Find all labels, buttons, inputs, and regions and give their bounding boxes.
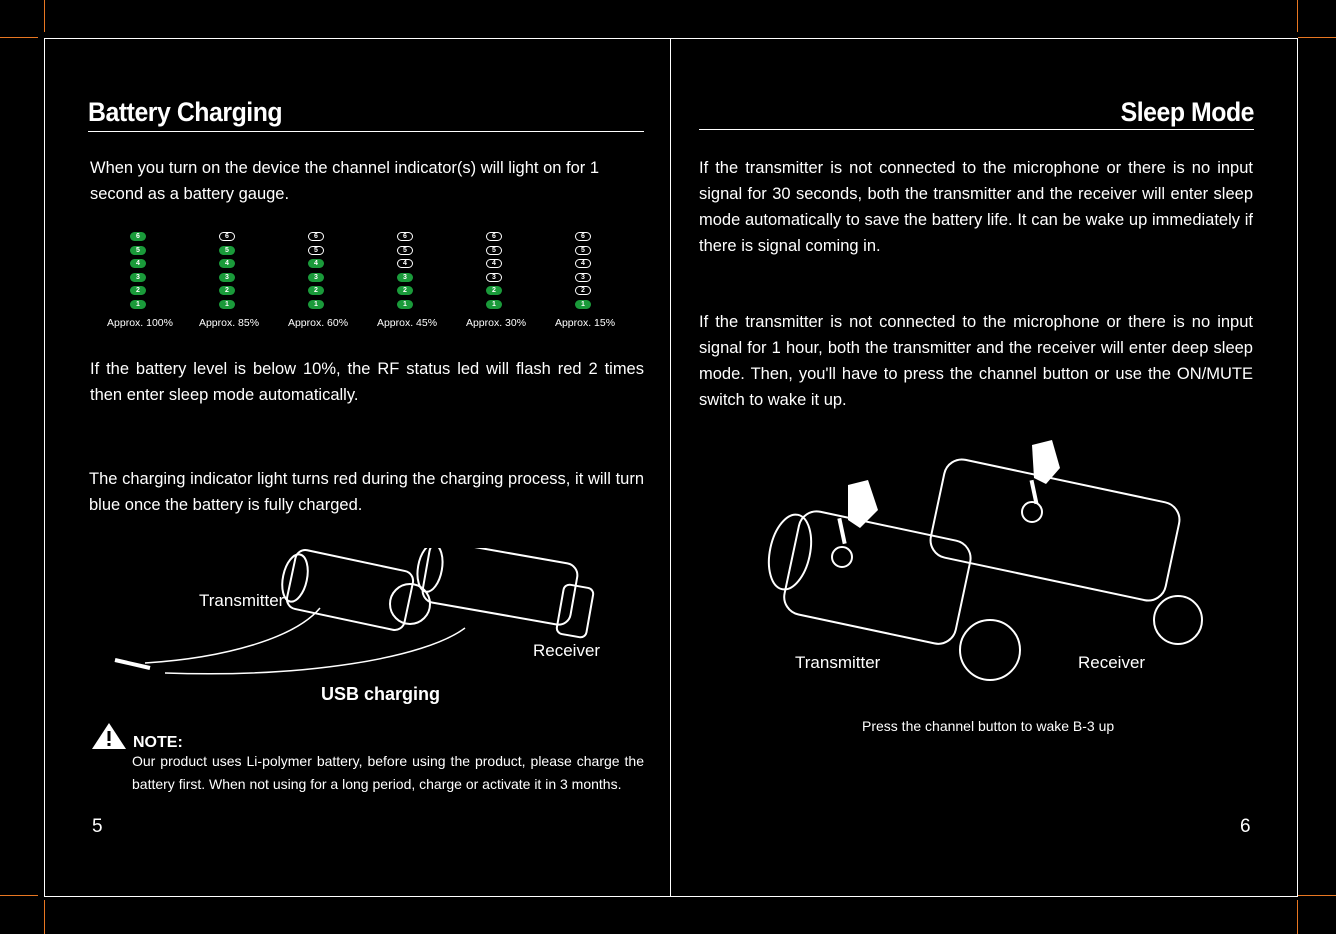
title-rule — [88, 131, 644, 132]
gauge-led: 6 — [575, 232, 591, 241]
crop-mark — [1297, 900, 1298, 934]
usb-charging-label: USB charging — [321, 684, 441, 704]
gauge-label: Approx. 85% — [198, 317, 260, 329]
gauge-led: 5 — [575, 246, 591, 255]
title-rule — [699, 129, 1254, 130]
gauge-led: 5 — [130, 246, 146, 255]
crop-mark — [44, 900, 45, 934]
gauge-led: 4 — [130, 259, 146, 268]
crop-mark — [0, 37, 38, 38]
page-number: 5 — [92, 816, 103, 837]
gauge-led: 1 — [575, 300, 591, 309]
battery-gauges — [107, 232, 630, 332]
gauge-led: 4 — [308, 259, 324, 268]
crop-mark — [1298, 895, 1336, 896]
gauge-led: 4 — [397, 259, 413, 268]
gauge-led: 5 — [308, 246, 324, 255]
note-text: Our product uses Li-polymer battery, before using the product, please charge the battery first. When not using for a long period, charge or activate it in 3 months. — [132, 753, 644, 792]
crop-mark — [44, 0, 45, 32]
intro-paragraph: When you turn on the device the channel indicator(s) will light on for 1 second as a battery gauge. — [90, 159, 600, 203]
note-title: NOTE: — [133, 734, 183, 751]
gauge-label: Approx. 100% — [107, 317, 173, 329]
figure-caption: Press the channel button to wake B-3 up — [862, 718, 1115, 734]
gauge-led: 2 — [308, 286, 324, 295]
gauge-led: 5 — [486, 246, 502, 255]
gauge-led: 1 — [397, 300, 413, 309]
gauge-led: 5 — [219, 246, 235, 255]
receiver-label: Receiver — [1078, 653, 1146, 672]
usb-charging-illustration — [105, 548, 605, 698]
gauge-led: 3 — [219, 273, 235, 282]
page-title: Battery Charging — [88, 97, 283, 127]
gauge-led: 3 — [397, 273, 413, 282]
crop-mark — [1298, 37, 1336, 38]
gauge-led: 3 — [308, 273, 324, 282]
gauge-led: 3 — [130, 273, 146, 282]
gauge-led: 3 — [575, 273, 591, 282]
gauge-led: 4 — [219, 259, 235, 268]
gauge-led: 2 — [486, 286, 502, 295]
gauge-label: Approx. 60% — [287, 317, 349, 329]
gauge-led: 1 — [219, 300, 235, 309]
page-number: 6 — [1240, 816, 1251, 837]
gauge-led: 3 — [486, 273, 502, 282]
gauge-led: 5 — [397, 246, 413, 255]
gauge-led: 2 — [397, 286, 413, 295]
gauge-led: 1 — [130, 300, 146, 309]
transmitter-label: Transmitter — [199, 591, 285, 610]
page-title: Sleep Mode — [1120, 97, 1254, 127]
crop-mark — [0, 895, 38, 896]
page-divider — [670, 38, 671, 896]
gauge-led: 6 — [219, 232, 235, 241]
gauge-label: Approx. 45% — [376, 317, 438, 329]
sleep-paragraph: If the transmitter is not connected to the microphone or there is no input signal for 30 seconds, both the transmitter and the receiver will enter sleep mode automatically to save the battery life. It can be wake up immediately if there is signal coming in. — [699, 159, 1253, 255]
charging-paragraph: The charging indicator light turns red during the charging process, it will turn blue once the battery is fully charged. — [89, 470, 644, 514]
transmitter-label: Transmitter — [795, 653, 881, 672]
deep-sleep-paragraph: If the transmitter is not connected to the microphone or there is no input signal for 1 hour, both the transmitter and the receiver will enter deep sleep mode. Then, you'll have to press the channel button or use the ON/MUTE switch to wake it up. — [699, 313, 1253, 409]
gauge-led: 6 — [308, 232, 324, 241]
gauge-led: 1 — [486, 300, 502, 309]
warning-icon — [91, 722, 127, 750]
crop-mark — [1297, 0, 1298, 32]
gauge-led: 2 — [575, 286, 591, 295]
receiver-label: Receiver — [533, 641, 601, 660]
gauge-led: 6 — [486, 232, 502, 241]
low-battery-paragraph: If the battery level is below 10%, the RF status led will flash red 2 times then enter sleep mode automatically. — [90, 360, 644, 404]
gauge-label: Approx. 15% — [554, 317, 616, 329]
gauge-led: 2 — [219, 286, 235, 295]
gauge-led: 2 — [130, 286, 146, 295]
gauge-label: Approx. 30% — [465, 317, 527, 329]
gauge-led: 6 — [397, 232, 413, 241]
gauge-led: 4 — [486, 259, 502, 268]
gauge-led: 6 — [130, 232, 146, 241]
gauge-led: 4 — [575, 259, 591, 268]
gauge-led: 1 — [308, 300, 324, 309]
